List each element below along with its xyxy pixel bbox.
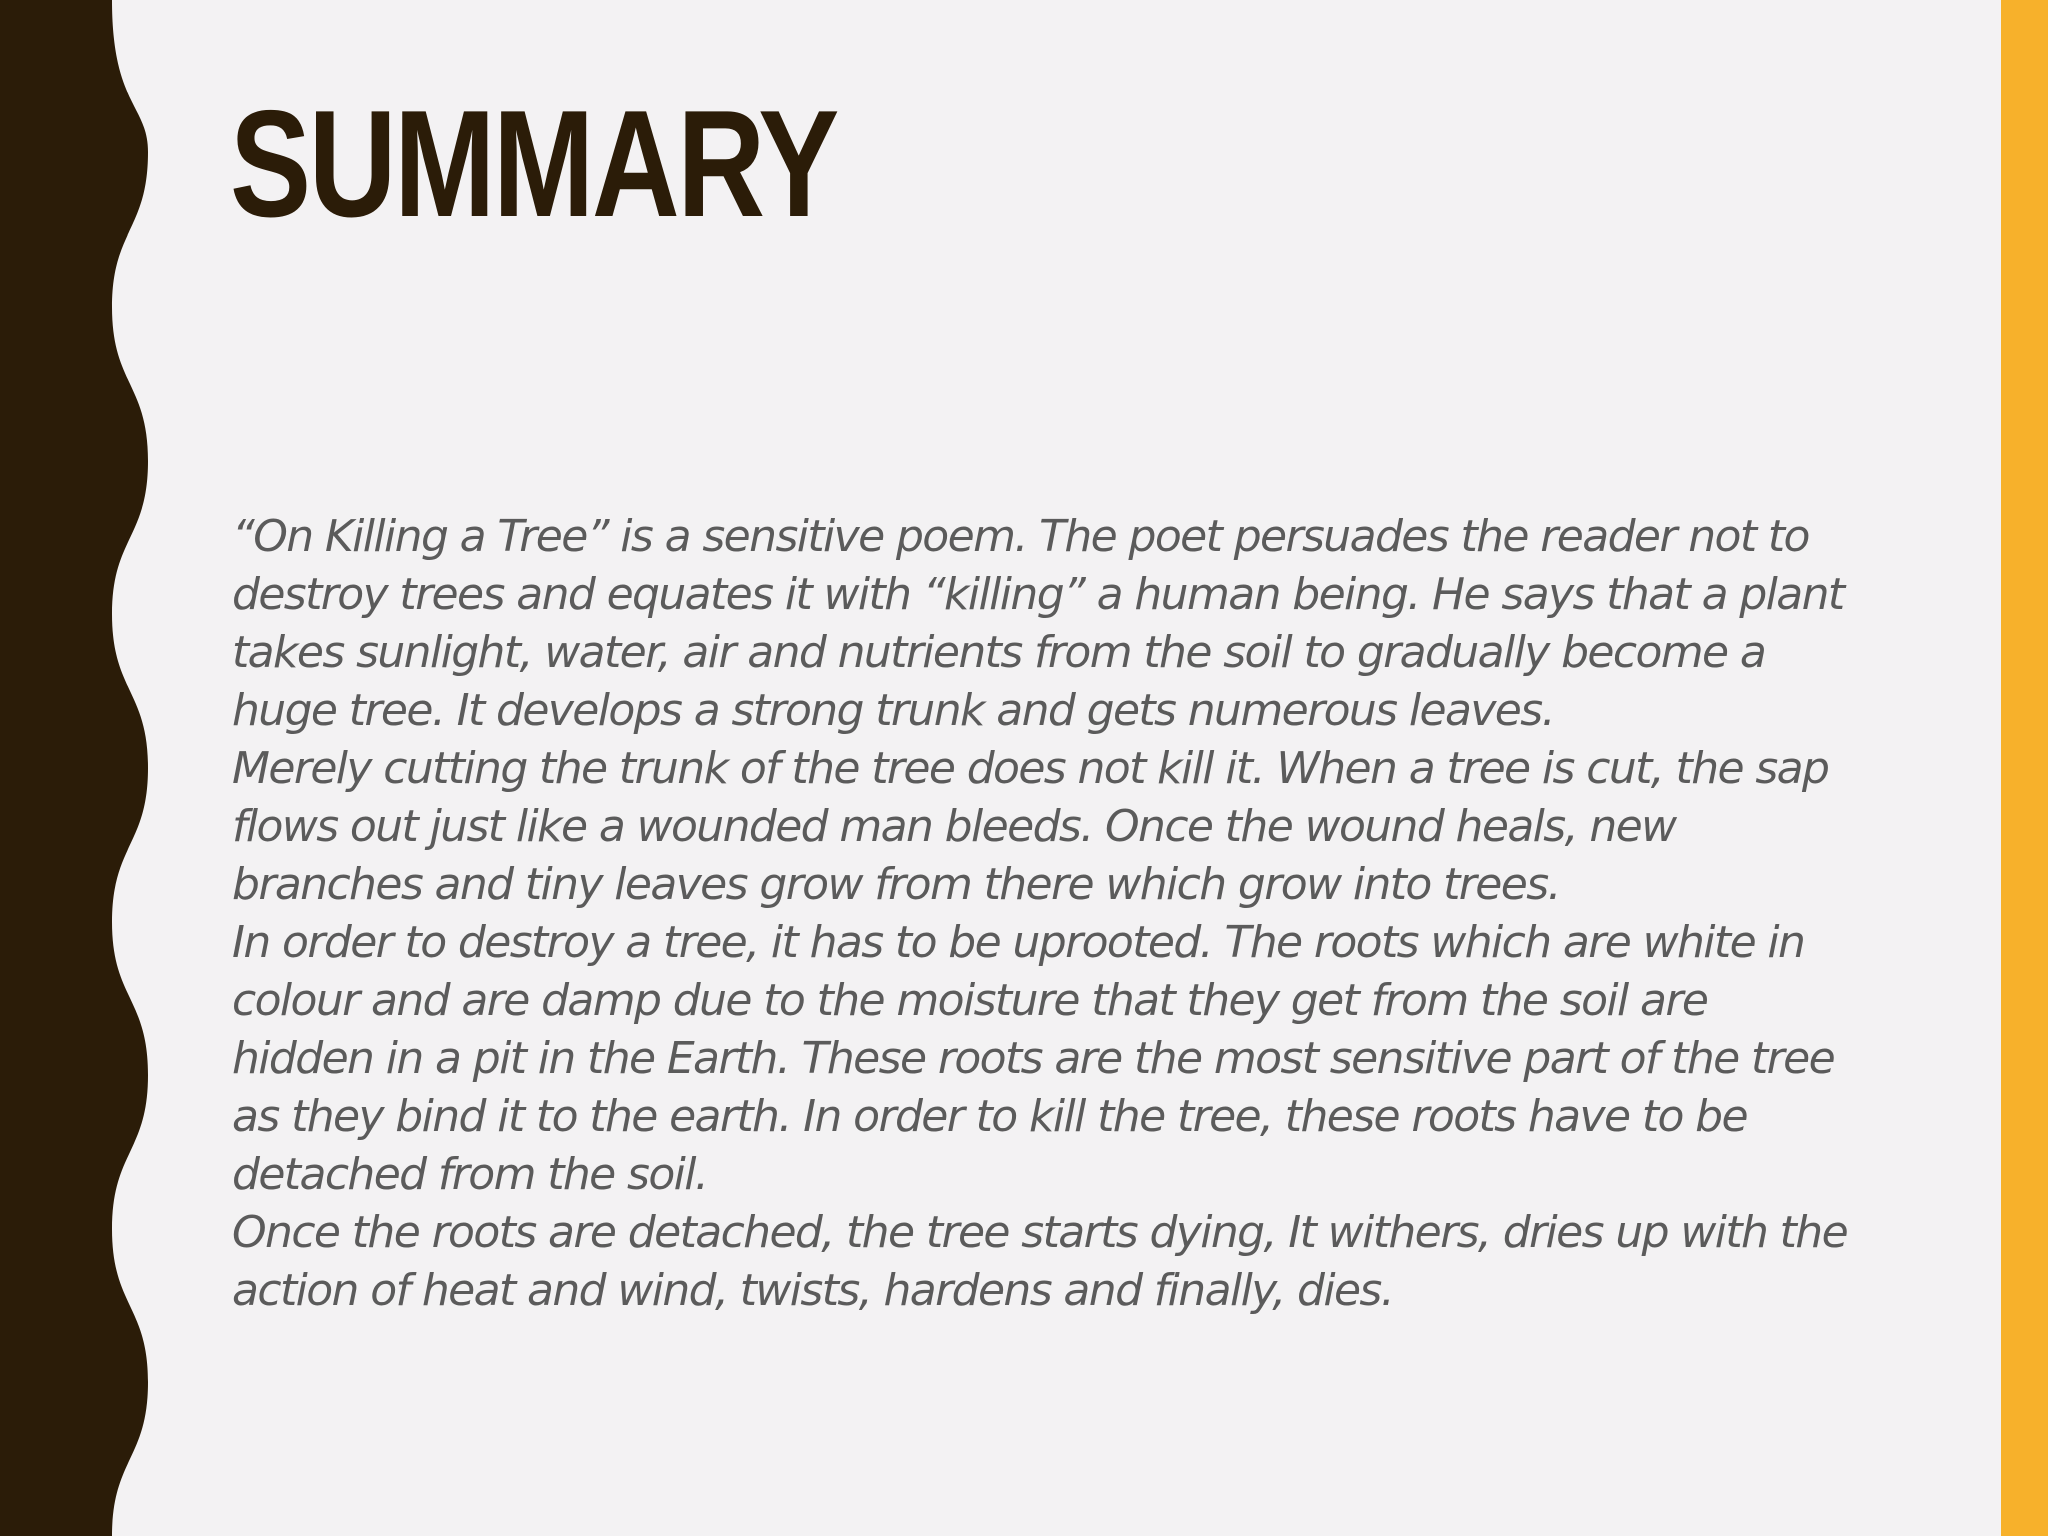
summary-line: branches and tiny leaves grow from there which grow into trees.	[232, 859, 1560, 910]
summary-line: takes sunlight, water, air and nutrients from the soil to gradually become a	[232, 627, 1766, 678]
summary-line: “On Killing a Tree” is a sensitive poem. The poet persuades the reader not to	[232, 511, 1809, 562]
slide-title: SUMMARY	[230, 79, 837, 249]
right-accent-bar	[2001, 0, 2048, 1536]
summary-body	[232, 508, 1912, 1320]
summary-line: detached from the soil.	[232, 1149, 708, 1200]
summary-line: action of heat and wind, twists, hardens and finally, dies.	[232, 1265, 1394, 1316]
summary-line: In order to destroy a tree, it has to be uprooted. The roots which are white in	[232, 917, 1805, 968]
left-wave-decoration	[0, 0, 170, 1536]
summary-line: destroy trees and equates it with “killing” a human being. He says that a plant	[232, 569, 1844, 620]
summary-line: colour and are damp due to the moisture that they get from the soil are	[232, 975, 1708, 1026]
summary-line: hidden in a pit in the Earth. These roots are the most sensitive part of the tree	[232, 1033, 1835, 1084]
summary-line: huge tree. It develops a strong trunk and gets numerous leaves.	[232, 685, 1554, 736]
summary-line: flows out just like a wounded man bleeds. Once the wound heals, new	[232, 801, 1676, 852]
summary-line: Merely cutting the trunk of the tree does not kill it. When a tree is cut, the sap	[232, 743, 1829, 794]
summary-line: Once the roots are detached, the tree starts dying, It withers, dries up with the	[232, 1207, 1848, 1258]
summary-line: as they bind it to the earth. In order to kill the tree, these roots have to be	[232, 1091, 1747, 1142]
